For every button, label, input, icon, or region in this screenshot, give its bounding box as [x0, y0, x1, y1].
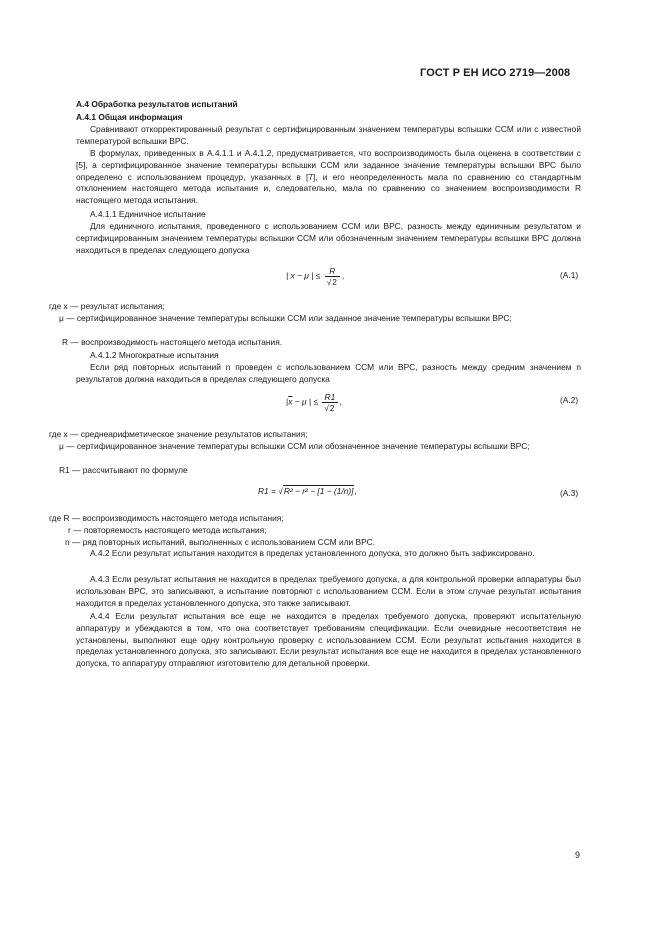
legend-3-n: n — ряд повторных испытаний, выполненных с использованием ССМ или ВРС. — [65, 537, 376, 547]
s412-text: Если ряд повторных испытаний n проведен с использованием ССМ или ВРС, разность между средним значением n результатов должна находиться в пределах следующего допуска — [76, 362, 581, 384]
paragraph-a43: А.4.3 Если результат испытания не находится в пределах требуемого допуска, а для контрольной проверки аппаратуры был использован ВРС, это записывают, а испытание повторяют с использованием ССМ. Если в этом случае результат испытания находится в пределах установленного допуска, это также записывают. — [76, 574, 581, 608]
paragraph-1: Сравнивают откорректированный результат с сертифицированным значением температуры вспышки ССМ или с известной температурой вспышки ВРС. — [76, 124, 581, 146]
formula-a1: | x − μ | ≤ $\frac{R}{√2}$ , — [286, 266, 345, 287]
legend-2-mu: μ — сертифицированное значение температуры вспышки ССМ или обозначенное значение температуры вспышки ВРС; — [59, 441, 530, 451]
legend-1-mu: μ — сертифицированное значение температуры вспышки ССМ или заданное значение температуры вспышки ВРС; — [59, 313, 512, 323]
paragraph-a42: А.4.2 Если результат испытания находится в пределах установленного допуска, это должно быть зафиксировано. — [90, 548, 535, 558]
legend-1-r: R — воспроизводимость настоящего метода испытания. — [62, 337, 283, 347]
formula-a3: R1 = √R² − r² − [1 − (1/n)], — [258, 486, 357, 496]
paragraph-2: В формулах, приведенных в А.4.1.1 и А.4.1.2, предусматривается, что воспроизводимость была оценена в соответствии с [5], а сертифицированное значение температуры вспышки ССМ или заданное значение температуры вспышки ВРС было определено с использованием процедур, указанных в [7], и его неопределенность мала по сравнению со стандартным отклонением настоящего метода испытания и, следовательно, мала по сравнению со значением воспроизводимости R настоящего метода испытания. — [76, 148, 581, 206]
paragraph-a44: А.4.4 Если результат испытания все еще не находится в пределах требуемого допуска, проверяют испытательную аппаратуру и убеждаются в том, что она соответствует требованиям спецификации. Если очевидные несоответствия не установлены, выполняют еще одну контрольную проверку с использованием ССМ. Если результат испытания находится в пределах установленного допуска, это записывают. Если результат испытания все еще не находится в пределах установленного допуска, то аппаратуру отправляют изготовителю для детальной проверки. — [76, 611, 581, 669]
section-title: А.4 Обработка результатов испытаний — [76, 99, 238, 109]
s411-text: Для единичного испытания, проведенного с использованием ССМ или ВРС, разность между единичным результатом и сертифицированным значением температуры вспышки ССМ или обозначенным значением температуры вспышки ВРС должна находиться в пределах следующего допуска — [76, 221, 581, 255]
formula-a1-label: (А.1) — [560, 270, 579, 280]
s412-title: А.4.1.2 Многократные испытания — [90, 350, 219, 360]
legend-3-r: r — повторяемость настоящего метода испытания; — [68, 525, 267, 535]
s411-title: А.4.1.1 Единичное испытание — [90, 209, 206, 219]
subsection-title: А.4.1 Общая информация — [76, 112, 183, 122]
formula-a3-label: (А.3) — [560, 488, 579, 498]
legend-3-R: где R — воспроизводимость настоящего метода испытания; — [49, 513, 284, 523]
document-header: ГОСТ Р ЕН ИСО 2719—2008 — [420, 67, 571, 79]
legend-2-xbar: где x — среднеарифметическое значение результатов испытания; — [49, 429, 308, 439]
formula-a2: $|\overline{x} - \mu$ | ≤ $\frac{R1}{√2}$ , — [286, 392, 342, 413]
formula-a2-label: (А.2) — [560, 395, 579, 405]
page-number: 9 — [575, 850, 581, 860]
legend-2-r1: R1 — рассчитывают по формуле — [59, 465, 188, 475]
legend-1-x: где x — результат испытания; — [49, 301, 165, 311]
